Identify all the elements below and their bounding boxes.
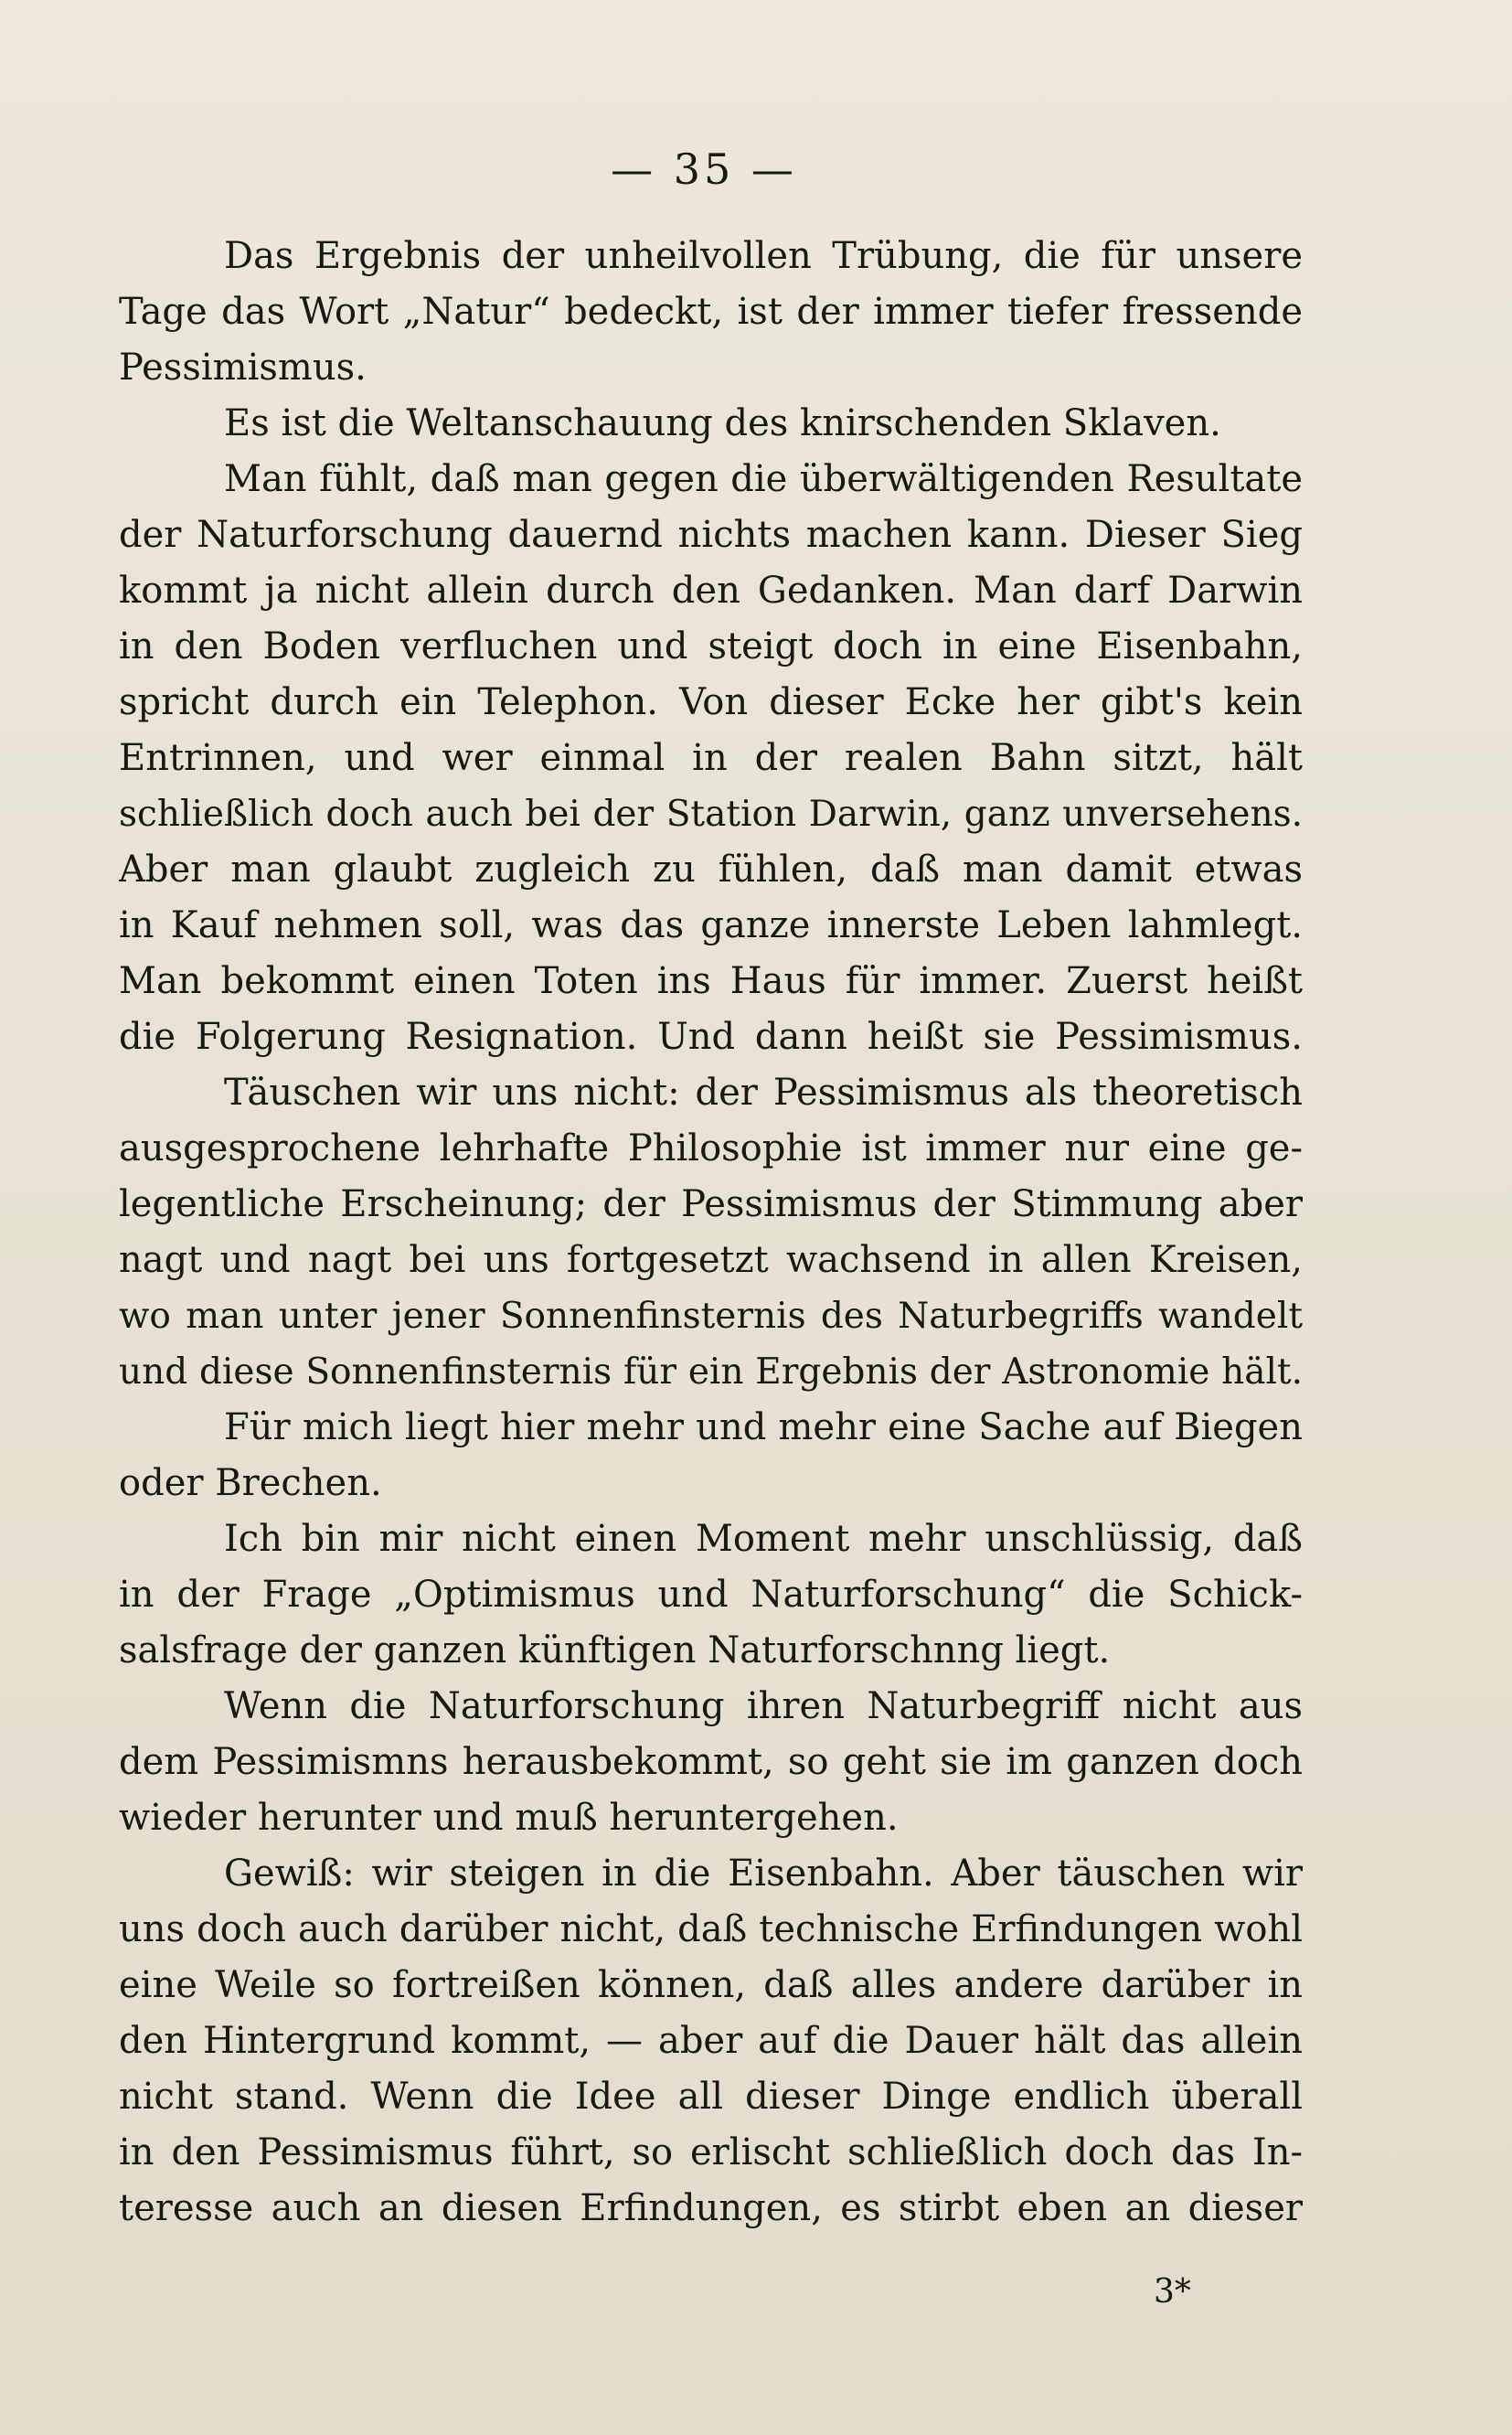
- text-line: Wenn die Naturforschung ihren Naturbegriff nicht aus: [224, 1685, 1303, 1727]
- text-line: spricht durch ein Telephon. Von dieser Ecke her gibt's kein: [119, 681, 1303, 723]
- signature-mark: 3*: [1154, 2273, 1191, 2311]
- text-line: Täuschen wir uns nicht: der Pessimismus als theoretisch: [224, 1072, 1303, 1114]
- text-line: in Kauf nehmen soll, was das ganze innerste Leben lahmlegt.: [119, 904, 1303, 946]
- text-line: wo man unter jener Sonnenfinsternis des Naturbegriffs wandelt: [119, 1296, 1303, 1337]
- text-line: nagt und nagt bei uns fortgesetzt wachsend in allen Kreisen,: [119, 1239, 1303, 1281]
- text-line: oder Brechen.: [119, 1462, 382, 1504]
- text-line: uns doch auch darüber nicht, daß technische Erfindungen wohl: [119, 1908, 1303, 1950]
- text-line: Aber man glaubt zugleich zu fühlen, daß man damit etwas: [119, 849, 1303, 891]
- text-line: Es ist die Weltanschauung des knirschenden Sklaven.: [224, 402, 1221, 444]
- text-line: den Hintergrund kommt, — aber auf die Dauer hält das allein: [119, 2020, 1303, 2062]
- text-line: Tage das Wort „Natur“ bedeckt, ist der immer tiefer fressende: [119, 291, 1303, 333]
- text-line: kommt ja nicht allein durch den Gedanken. Man darf Darwin: [119, 570, 1303, 612]
- text-line: Entrinnen, und wer einmal in der realen Bahn sitzt, hält: [119, 737, 1303, 779]
- text-line: Ich bin mir nicht einen Moment mehr unschlüssig, daß: [224, 1518, 1303, 1560]
- text-line: der Naturforschung dauernd nichts machen kann. Dieser Sieg: [119, 514, 1303, 556]
- text-line: dem Pessimismns herausbekommt, so geht sie im ganzen doch: [119, 1741, 1303, 1783]
- text-line: salsfrage der ganzen künftigen Naturforschnng liegt.: [119, 1629, 1111, 1671]
- text-line: Man bekommt einen Toten ins Haus für immer. Zuerst heißt: [119, 960, 1303, 1002]
- text-line: teresse auch an diesen Erfindungen, es stirbt eben an dieser: [119, 2187, 1303, 2229]
- text-line: legentliche Erscheinung; der Pessimismus der Stimmung aber: [119, 1183, 1303, 1225]
- text-line: in den Boden verfluchen und steigt doch in eine Eisenbahn,: [119, 625, 1303, 667]
- text-line: Pessimismus.: [119, 347, 367, 389]
- text-line: schließlich doch auch bei der Station Darwin, ganz unversehens.: [119, 794, 1303, 835]
- text-line: in den Pessimismus führt, so erlischt schließlich doch das In-: [119, 2131, 1303, 2173]
- text-line: in der Frage „Optimismus und Naturforschung“ die Schick-: [119, 1574, 1303, 1616]
- text-line: Das Ergebnis der unheilvollen Trübung, die für unsere: [224, 235, 1303, 277]
- text-line: Gewiß: wir steigen in die Eisenbahn. Aber täuschen wir: [224, 1853, 1303, 1895]
- text-line: wieder herunter und muß heruntergehen.: [119, 1797, 899, 1839]
- text-line: ausgesprochene lehrhafte Philosophie ist immer nur eine ge-: [119, 1127, 1303, 1169]
- text-line: Man fühlt, daß man gegen die überwältigenden Resultate: [224, 458, 1303, 500]
- page-number: — 35 —: [611, 144, 797, 194]
- text-line: eine Weile so fortreißen können, daß alles andere darüber in: [119, 1964, 1303, 2006]
- text-line: und diese Sonnenfinsternis für ein Ergebnis der Astronomie hält.: [119, 1351, 1303, 1393]
- text-line: nicht stand. Wenn die Idee all dieser Dinge endlich überall: [119, 2076, 1303, 2118]
- body-text: [119, 229, 1303, 2237]
- text-line: die Folgerung Resignation. Und dann heißt sie Pessimismus.: [119, 1016, 1303, 1058]
- text-line: Für mich liegt hier mehr und mehr eine Sache auf Biegen: [224, 1406, 1303, 1448]
